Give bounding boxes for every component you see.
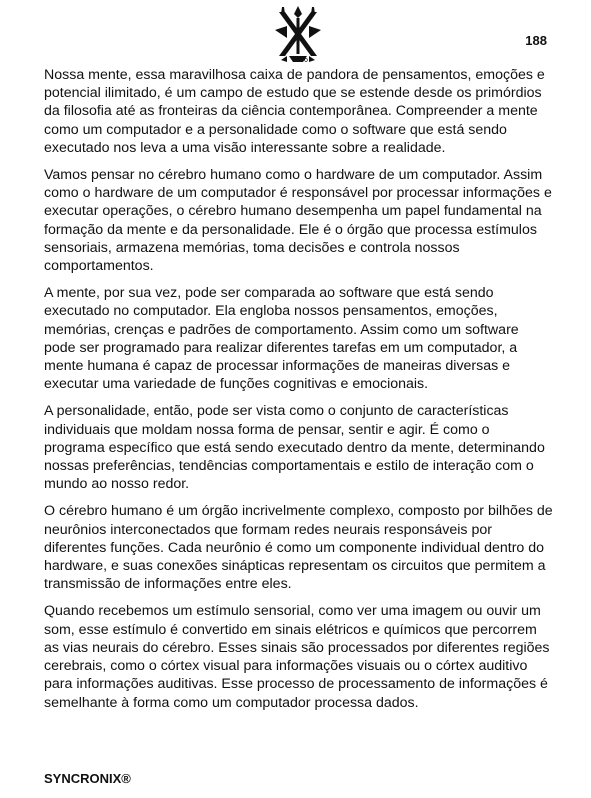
paragraph: A personalidade, então, pode ser vista como o conjunto de características individuais que moldam nossa forma de pensar, sentir e agir. É como o programa específico que está sendo executado dentro da mente, determinando nossas preferências, tendências comportamentais e estilo de interação com o mundo ao nosso redor. bbox=[44, 403, 545, 493]
paragraph: Nossa mente, essa maravilhosa caixa de pandora de pensamentos, emoções e potencial ilimitado, é um campo de estudo que se estende desde os primórdios da filosofia até as fronteiras da ciência contemporânea. Compreender a mente como um computador e a personalidade como o software que está sendo executado nos leva a uma visão interessante sobre a realidade. bbox=[44, 67, 545, 156]
paragraph: O cérebro humano é um órgão incrivelmente complexo, composto por bilhões de neurônios interconectados que formam redes neurais responsáveis por diferentes funções. Cada neurônio é como um componente individual dentro do hardware, e suas conexões sinápticas representam os circuitos que permitem a transmissão de informações entre eles. bbox=[44, 503, 553, 593]
paragraph: Quando recebemos um estímulo sensorial, como ver uma imagem ou ouvir um som, esse estímulo é convertido em sinais elétricos e químicos que percorrem as vias neurais do cérebro. Esses sinais são processados por diferentes regiões cerebrais, como o córtex visual para informações visuais ou o córtex auditivo para informações auditivas. Esse processo de processamento de informações é semelhante à forma como um computador processa dados. bbox=[44, 603, 550, 711]
body-text bbox=[44, 66, 554, 721]
footer-brand: SYNCRONIX® bbox=[44, 771, 131, 786]
paragraph: A mente, por sua vez, pode ser comparada ao software que está sendo executado no computador. Ela engloba nossos pensamentos, emoções, memórias, crenças e padrões de comportamento. Assim como um software pode ser programado para realizar diferentes tarefas em um computador, a mente humana é capaz de processar informações de maneiras diversas e executar uma variedade de funções cognitivas e emocionais. bbox=[44, 285, 519, 393]
page-number: 188 bbox=[525, 33, 547, 48]
paragraph: Vamos pensar no cérebro humano como o hardware de um computador. Assim como o hardware de um computador é responsável por processar informações e executar operações, o cérebro humano desempenha um papel fundamental na formação da mente e da personalidade. Ele é o órgão que processa estímulos sensoriais, armazena memórias, toma decisões e controla nossos comportamentos. bbox=[44, 167, 552, 275]
syncronix-crest-icon bbox=[273, 4, 323, 64]
